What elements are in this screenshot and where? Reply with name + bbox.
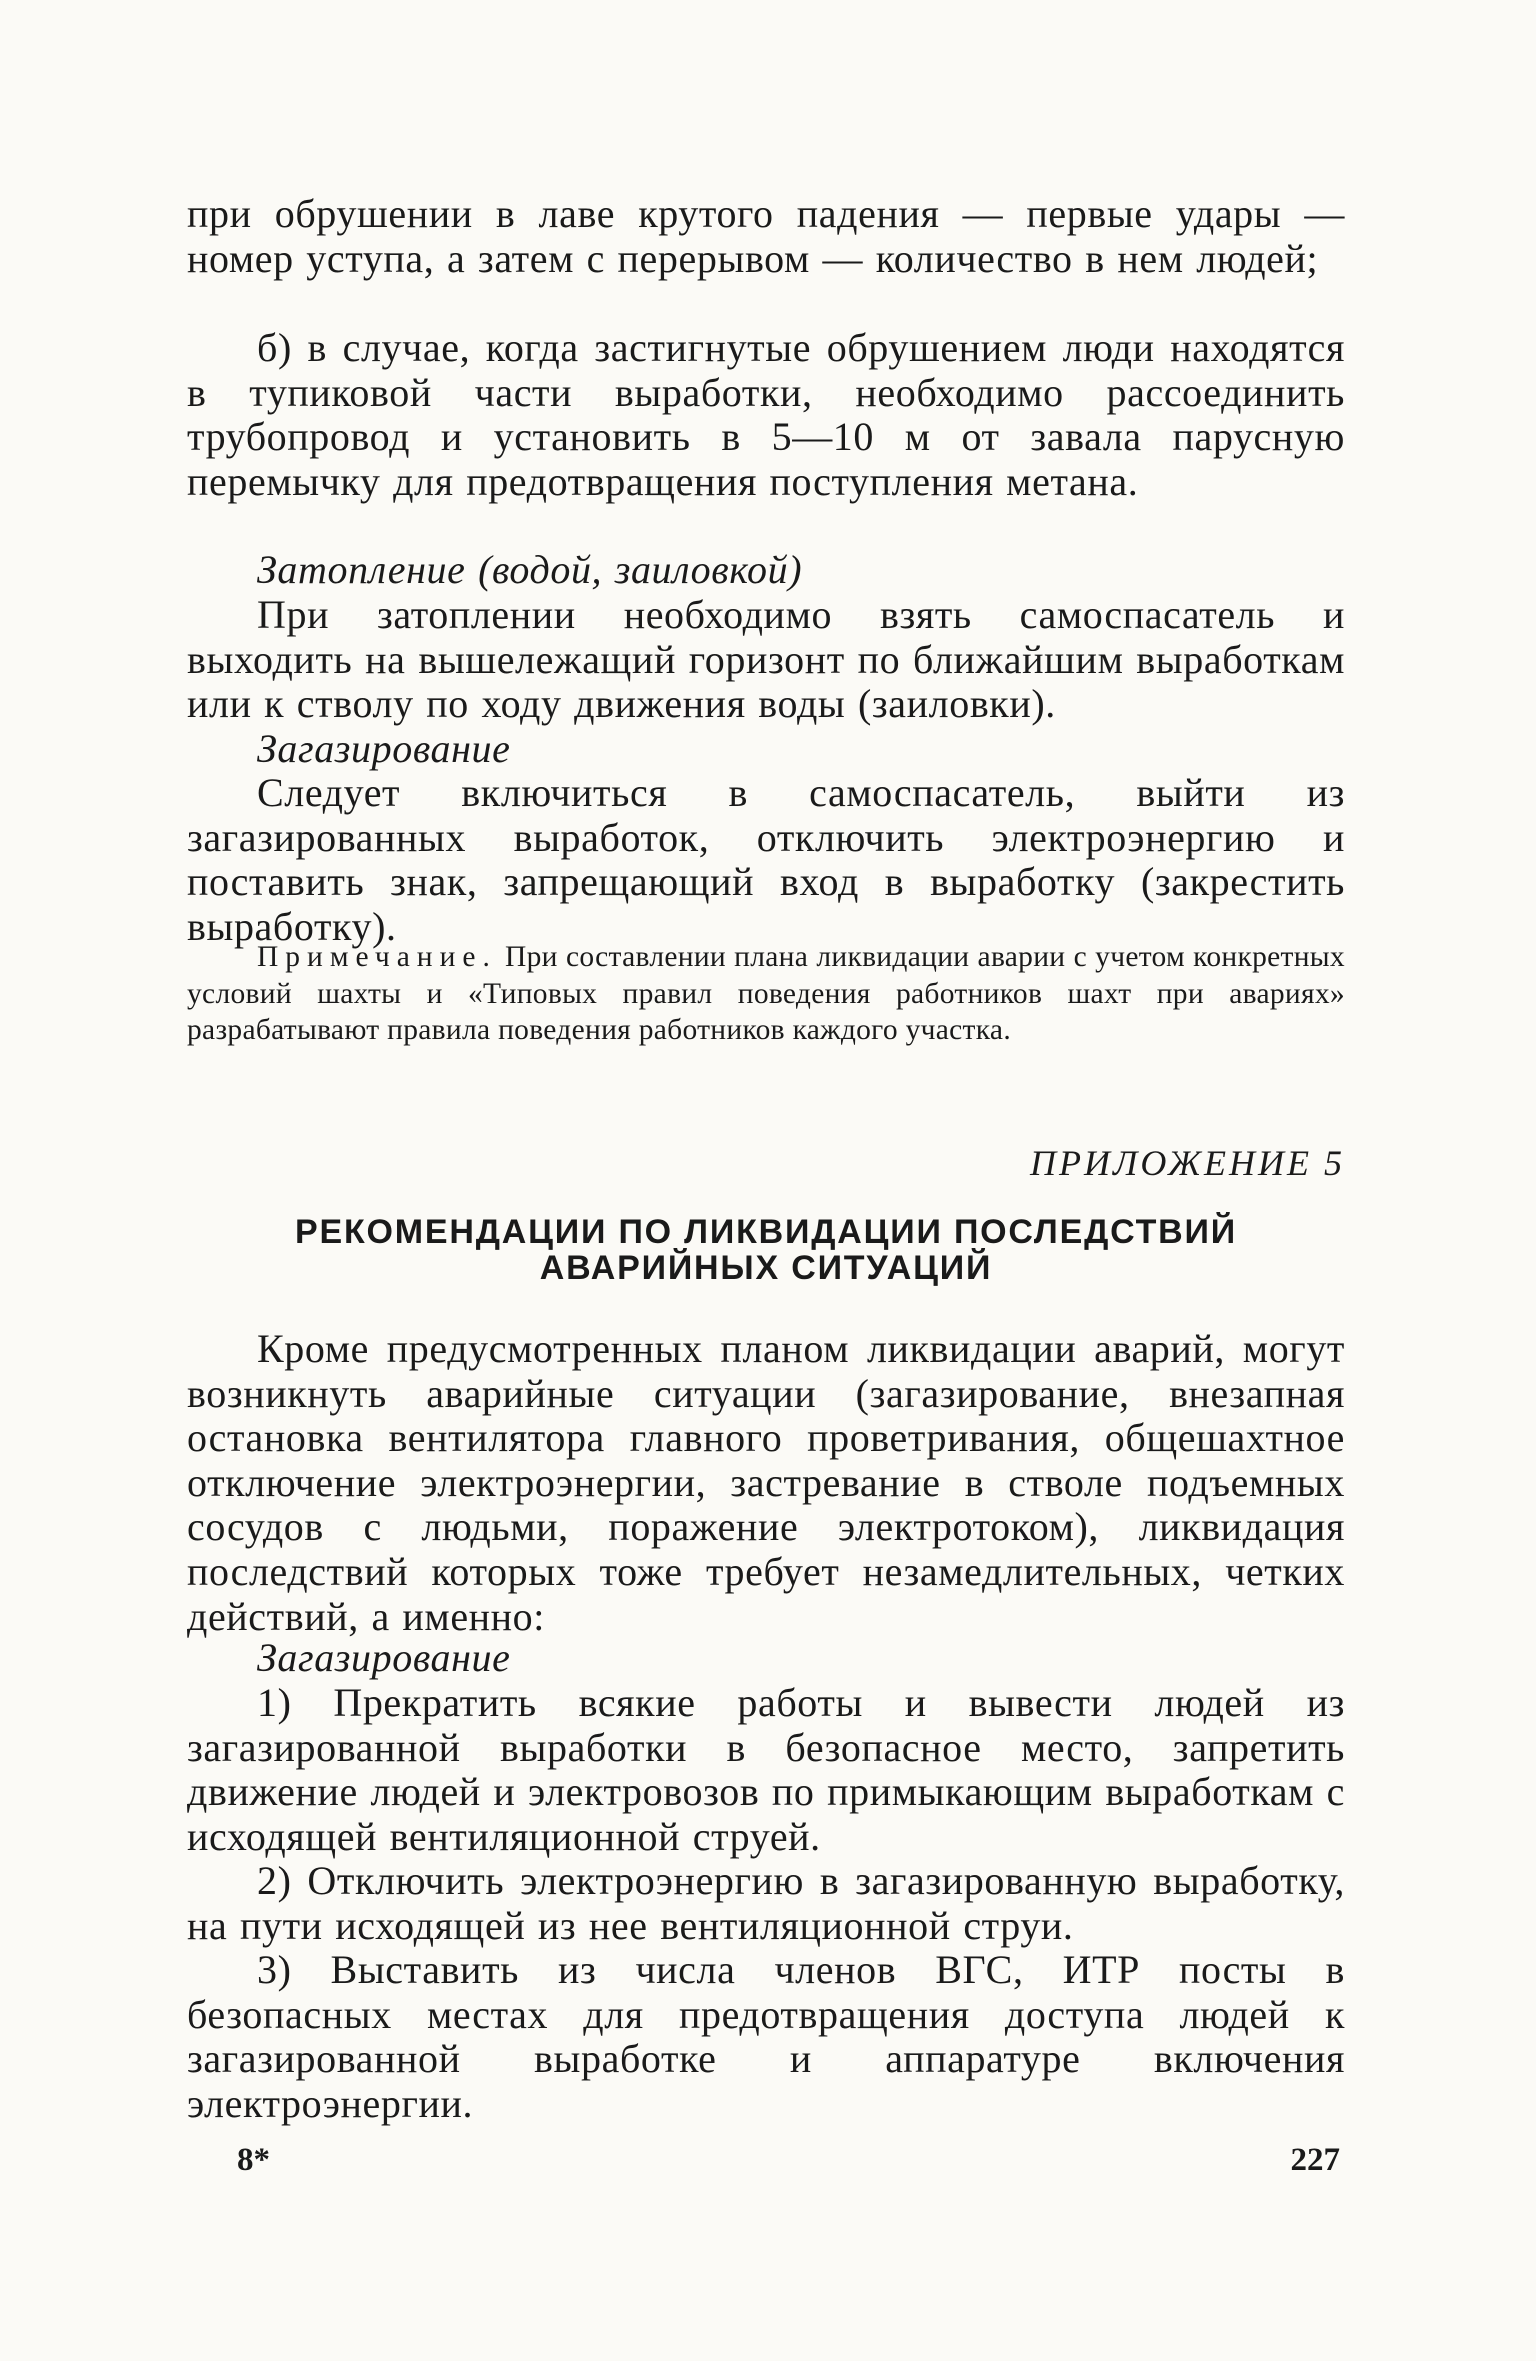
signature-mark: 8* <box>237 2142 270 2178</box>
step-3: 3) Выставить из числа членов ВГС, ИТР посты в безопасных местах для предотвращения доступа людей к загазированной выработке и аппаратуре включения электроэнергии. <box>187 1947 1345 2126</box>
paragraph-flooding: При затоплении необходимо взять самоспасатель и выходить на вышележащий горизонт по ближайшим выработкам или к стволу по ходу движения воды (заиловки). <box>187 592 1345 727</box>
appendix-title-line-2: АВАРИЙНЫХ СИТУАЦИЙ <box>539 1249 993 1287</box>
note-text: При составлении плана ликвидации аварии с учетом конкретных условий шахты и «Типовых правил поведения работников шахт при авариях» разрабатывают правила поведения работников каждого участка. <box>187 941 1345 1046</box>
step-1: 1) Прекратить всякие работы и вывести людей из загазированной выработки в безопасное место, запретить движение людей и электровозов по примыкающим выработкам с исходящей вентиляционной струей. <box>187 1680 1345 1859</box>
paragraph-collapse-signals: при обрушении в лаве крутого падения — первые удары — номер уступа, а затем с перерывом — количество в нем людей; <box>187 191 1345 281</box>
subheading-flooding: Затопление (водой, заиловкой) <box>257 547 803 592</box>
subheading-gassing: Загазирование <box>257 726 511 771</box>
appendix-title-line-1: РЕКОМЕНДАЦИИ ПО ЛИКВИДАЦИИ ПОСЛЕДСТВИЙ <box>295 1213 1237 1251</box>
note-label: Примечание. <box>257 941 497 973</box>
page-number: 227 <box>1290 2142 1340 2178</box>
footnote <box>187 939 1345 1049</box>
step-2: 2) Отключить электроэнергию в загазированную выработку, на пути исходящей из нее вентиляционной струи. <box>187 1858 1345 1948</box>
appendix-label: ПРИЛОЖЕНИЕ 5 <box>1030 1143 1345 1183</box>
appendix-title <box>187 1214 1345 1286</box>
appendix-subheading-gassing: Загазирование <box>257 1635 511 1680</box>
paragraph-item-b: б) в случае, когда застигнутые обрушением люди находятся в тупиковой части выработки, необходимо рассоединить трубопровод и установить в 5—10 м от завала парусную перемычку для предотвращения поступления метана. <box>187 325 1345 504</box>
paragraph-gassing: Следует включиться в самоспасатель, выйти из загазированных выработок, отключить электроэнергию и поставить знак, запрещающий вход в выработку (закрестить выработку). <box>187 770 1345 949</box>
appendix-intro: Кроме предусмотренных планом ликвидации аварий, могут возникнуть аварийные ситуации (загазирование, внезапная остановка вентилятора главного проветривания, общешахтное отключение электроэнергии, застревание в стволе подъемных сосудов с людьми, поражение электротоком), ликвидация последствий которых тоже требует незамедлительных, четких действий, а именно: <box>187 1326 1345 1639</box>
